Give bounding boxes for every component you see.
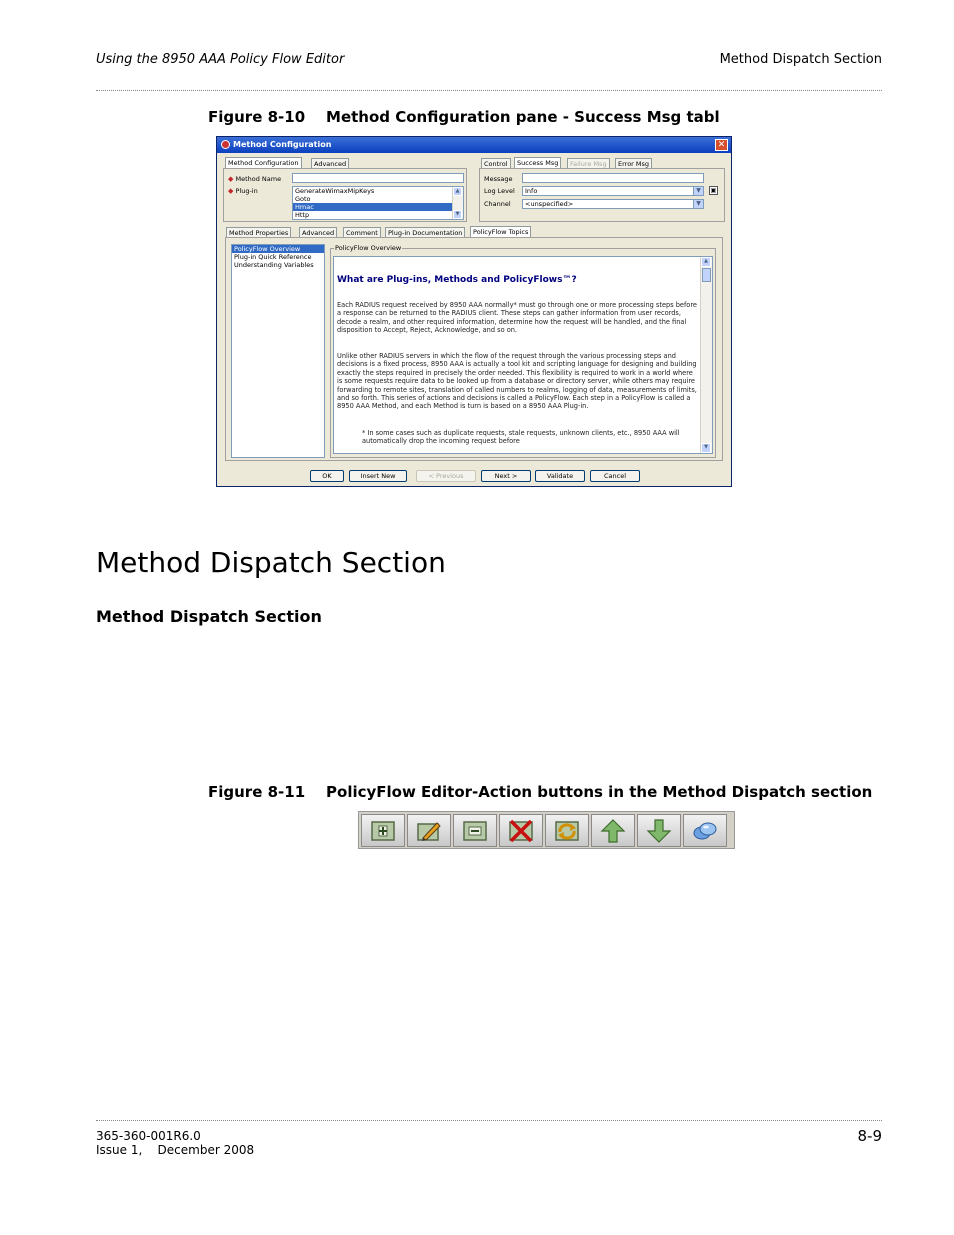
tab-advanced-2[interactable]: Advanced <box>299 227 337 237</box>
tab-method-properties[interactable]: Method Properties <box>226 227 291 237</box>
app-logo-icon <box>221 140 230 149</box>
doc-paragraph-1: Each RADIUS request received by 8950 AAA normally* must go through one or more processing steps before a response can be returned to the RADIUS client. These steps can gather information from user records, decode a realm, and other required information, determine how the request will be handled, and the final disposition to Accept, Reject, Acknowledge, and so on. <box>337 301 697 335</box>
delete-button[interactable] <box>499 814 543 847</box>
plugin-list-item-selected[interactable]: Hmac <box>293 203 463 211</box>
policyflow-topics-panel <box>225 237 723 461</box>
tab-error-msg[interactable]: Error Msg <box>615 158 652 168</box>
refresh-button[interactable] <box>545 814 589 847</box>
tab-control[interactable]: Control <box>481 158 511 168</box>
message-input[interactable] <box>522 173 704 183</box>
header-doc-title: Using the 8950 AAA Policy Flow Editor <box>96 52 345 67</box>
next-button[interactable]: Next > <box>481 470 531 482</box>
figure-caption-8-10: Figure 8-10 Method Configuration pane - Success Msg tabl <box>208 108 720 126</box>
chevron-down-icon[interactable]: ▼ <box>693 187 703 195</box>
plugin-list-item[interactable]: GenerateWimaxMipKeys <box>295 187 375 195</box>
method-name-input[interactable] <box>292 173 464 183</box>
delete-icon <box>507 818 535 844</box>
required-marker-icon: ◆ <box>228 187 234 195</box>
topic-item[interactable]: Plug-in Quick Reference <box>234 253 312 261</box>
figure-caption-8-11: Figure 8-11 PolicyFlow Editor-Action buttons in the Method Dispatch section <box>208 783 873 801</box>
insert-new-button[interactable]: Insert New <box>349 470 407 482</box>
add-icon <box>369 818 397 844</box>
scroll-down-icon[interactable]: ▼ <box>701 443 711 453</box>
move-down-button[interactable] <box>637 814 681 847</box>
footer-page-number: 8-9 <box>857 1127 882 1145</box>
add-button[interactable] <box>361 814 405 847</box>
chevron-down-icon[interactable]: ▼ <box>693 200 703 208</box>
edit-button[interactable] <box>407 814 451 847</box>
method-configuration-dialog <box>216 136 732 487</box>
doc-paragraph-2: Unlike other RADIUS servers in which the flow of the request through the various processing steps and decisions is a fixed process, 8950 AAA is actually a tool kit and scripting language for designing and building exactly the steps required in precisely the order needed. This flexibility is required to work in a world where is some requests require data to be looked up from a database or directory server, while others may require forwarding to remote sites, translation of called numbers to realms, logging of data, measurements of limits, and so forth. This series of actions and decisions is called a PolicyFlow. Each step in a PolicyFlow is called a 8950 AAA Method, and each Method is turn is based on a 8950 AAA Plug-in. <box>337 352 697 411</box>
doc-scrollbar[interactable] <box>700 257 712 453</box>
doc-viewer <box>333 256 713 454</box>
tab-policyflow-topics[interactable]: PolicyFlow Topics <box>470 226 531 237</box>
plugin-label: ◆ Plug-in <box>228 187 258 195</box>
validate-button[interactable]: Validate <box>535 470 585 482</box>
plugin-list-item[interactable]: Http <box>295 211 310 219</box>
topics-list[interactable] <box>231 244 325 458</box>
plugin-list[interactable] <box>292 186 464 220</box>
tab-comment[interactable]: Comment <box>343 227 381 237</box>
section-subtitle: Method Dispatch Section <box>96 607 322 626</box>
plugin-list-item[interactable]: Goto <box>295 195 311 203</box>
doc-paragraph-3: * In some cases such as duplicate requests, stale requests, unknown clients, etc., 8950 AAA will automatically drop the incoming request before <box>362 429 680 446</box>
section-title: Method Dispatch Section <box>96 546 446 579</box>
scroll-thumb[interactable] <box>702 268 711 282</box>
cancel-button[interactable]: Cancel <box>590 470 640 482</box>
scroll-down-icon[interactable]: ▼ <box>453 210 462 219</box>
group-title: PolicyFlow Overview <box>335 244 402 252</box>
topic-item[interactable]: Understanding Variables <box>234 261 314 269</box>
log-level-label: Log Level <box>484 187 515 195</box>
tab-method-configuration[interactable]: Method Configuration <box>225 157 302 168</box>
edit-icon <box>415 818 443 844</box>
channel-select[interactable]: <unspecified> ▼ <box>522 199 704 209</box>
move-up-icon <box>599 818 627 844</box>
header-rule <box>96 90 882 91</box>
ok-button[interactable]: OK <box>310 470 344 482</box>
dialog-titlebar <box>217 137 731 153</box>
refresh-icon <box>553 818 581 844</box>
footer-rule <box>96 1120 882 1121</box>
header-section-title: Method Dispatch Section <box>719 52 882 67</box>
connect-icon <box>691 818 719 844</box>
dialog-title: Method Configuration <box>233 140 332 149</box>
footer-doc-number: 365-360-001R6.0 <box>96 1129 201 1143</box>
message-label: Message <box>484 175 513 183</box>
lookup-icon[interactable]: ▣ <box>710 187 717 194</box>
tab-success-msg[interactable]: Success Msg <box>514 157 561 168</box>
scroll-up-icon[interactable]: ▲ <box>701 257 711 267</box>
close-icon[interactable]: ✕ <box>715 139 728 151</box>
tab-advanced[interactable]: Advanced <box>311 158 349 168</box>
remove-icon <box>461 818 489 844</box>
topic-item-selected[interactable]: PolicyFlow Overview <box>232 245 324 253</box>
log-level-select[interactable]: Info ▼ <box>522 186 704 196</box>
previous-button[interactable]: < Previous <box>416 470 476 482</box>
tab-plugin-documentation[interactable]: Plug-in Documentation <box>385 227 465 237</box>
footer-issue: Issue 1, December 2008 <box>96 1143 255 1157</box>
method-configuration-panel <box>223 168 467 222</box>
method-dispatch-toolbar <box>358 811 735 849</box>
remove-button[interactable] <box>453 814 497 847</box>
method-name-label: ◆ Method Name <box>228 175 282 183</box>
move-down-icon <box>645 818 673 844</box>
doc-heading: What are Plug-ins, Methods and PolicyFlows™? <box>337 275 577 285</box>
success-msg-panel <box>479 168 725 222</box>
connect-button[interactable] <box>683 814 727 847</box>
tab-failure-msg[interactable]: Failure Msg <box>567 158 610 168</box>
move-up-button[interactable] <box>591 814 635 847</box>
scroll-up-icon[interactable]: ▲ <box>453 187 462 196</box>
channel-label: Channel <box>484 200 511 208</box>
required-marker-icon: ◆ <box>228 175 234 183</box>
plugin-list-scrollbar[interactable] <box>452 187 463 219</box>
